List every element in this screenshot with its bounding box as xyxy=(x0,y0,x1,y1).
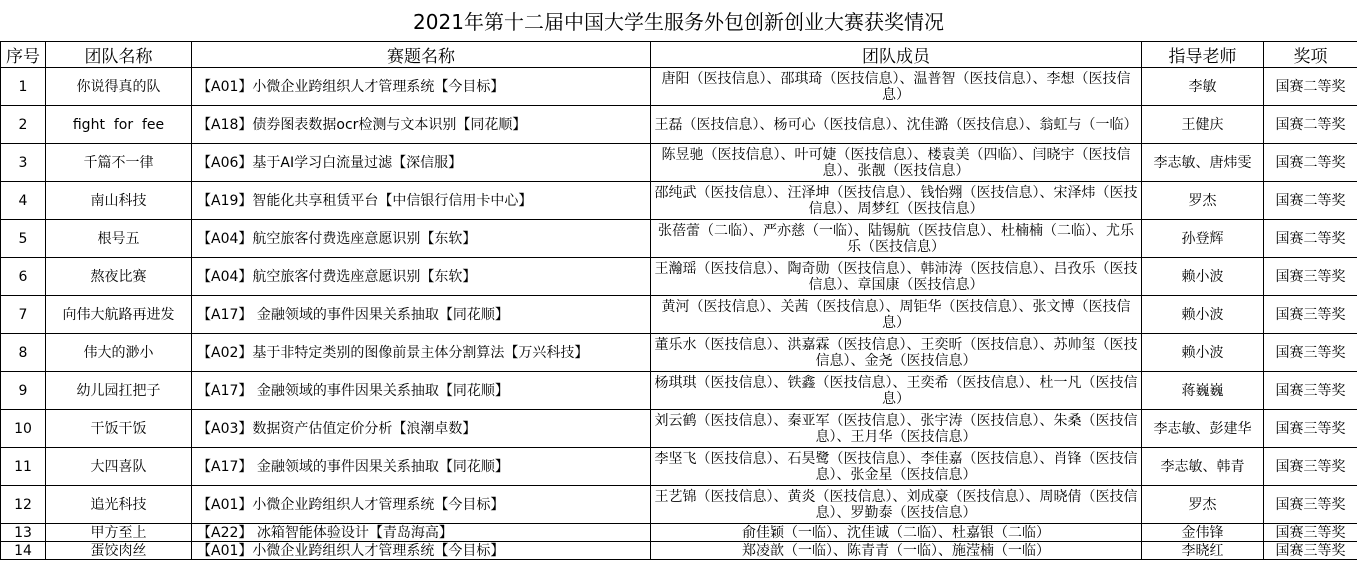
cell-award[interactable]: 国赛二等奖 xyxy=(1264,106,1357,144)
cell-team[interactable]: 根号五 xyxy=(46,220,192,258)
table-row xyxy=(1,542,1357,560)
cell-teacher[interactable]: 赖小波 xyxy=(1142,334,1264,372)
header-topic[interactable]: 赛题名称 xyxy=(192,42,651,68)
cell-award[interactable]: 国赛二等奖 xyxy=(1264,182,1357,220)
cell-team[interactable]: 干饭干饭 xyxy=(46,410,192,448)
cell-team[interactable]: 伟大的渺小 xyxy=(46,334,192,372)
cell-members[interactable]: 董乐水（医技信息）、洪嘉霖（医技信息）、王奕昕（医技信息）、苏帅玺（医技信息）、金尧（医技信息） xyxy=(651,334,1142,372)
cell-no[interactable]: 7 xyxy=(1,296,46,334)
cell-topic[interactable]: 【A01】小微企业跨组织人才管理系统【今目标】 xyxy=(192,542,651,560)
cell-members[interactable]: 唐阳（医技信息）、邵琪琦（医技信息）、温普智（医技信息）、李想（医技信息） xyxy=(651,68,1142,106)
cell-team[interactable]: 你说得真的队 xyxy=(46,68,192,106)
header-award[interactable]: 奖项 xyxy=(1264,42,1357,68)
cell-members[interactable]: 王艺锦（医技信息）、黄炎（医技信息）、刘成豪（医技信息）、周晓倩（医技信息）、罗勤泰（医技信息） xyxy=(651,486,1142,524)
cell-members[interactable]: 俞佳颖（一临）、沈佳诚（二临）、杜嘉银（二临） xyxy=(651,524,1142,542)
table-row xyxy=(1,182,1357,220)
cell-no[interactable]: 11 xyxy=(1,448,46,486)
cell-members[interactable]: 郑凌歆（一临）、陈青青（一临）、施滢楠（一临） xyxy=(651,542,1142,560)
cell-team[interactable]: 蛋饺肉丝 xyxy=(46,542,192,560)
cell-no[interactable]: 2 xyxy=(1,106,46,144)
table-row xyxy=(1,106,1357,144)
cell-award[interactable]: 国赛三等奖 xyxy=(1264,486,1357,524)
cell-no[interactable]: 12 xyxy=(1,486,46,524)
cell-award[interactable]: 国赛二等奖 xyxy=(1264,68,1357,106)
cell-award[interactable]: 国赛三等奖 xyxy=(1264,524,1357,542)
cell-no[interactable]: 8 xyxy=(1,334,46,372)
table-row xyxy=(1,220,1357,258)
cell-teacher[interactable]: 罗杰 xyxy=(1142,486,1264,524)
cell-no[interactable]: 5 xyxy=(1,220,46,258)
cell-topic[interactable]: 【A02】基于非特定类别的图像前景主体分割算法【万兴科技】 xyxy=(192,334,651,372)
cell-topic[interactable]: 【A01】小微企业跨组织人才管理系统【今目标】 xyxy=(192,486,651,524)
cell-teacher[interactable]: 王健庆 xyxy=(1142,106,1264,144)
cell-members[interactable]: 王磊（医技信息）、杨可心（医技信息）、沈佳潞（医技信息）、翁虹与（一临） xyxy=(651,106,1142,144)
cell-members[interactable]: 王瀚瑶（医技信息）、陶奇勋（医技信息）、韩沛涛（医技信息）、吕孜乐（医技信息）、章国康（医技信息） xyxy=(651,258,1142,296)
cell-members[interactable]: 邵纯武（医技信息）、汪泽坤（医技信息）、钱怡翙（医技信息）、宋泽炜（医技信息）、周梦红（医技信息） xyxy=(651,182,1142,220)
cell-no[interactable]: 14 xyxy=(1,542,46,560)
cell-teacher[interactable]: 孙登辉 xyxy=(1142,220,1264,258)
cell-team[interactable]: fight for fee xyxy=(46,106,192,144)
cell-teacher[interactable]: 金伟锋 xyxy=(1142,524,1264,542)
cell-team[interactable]: 向伟大航路再进发 xyxy=(46,296,192,334)
cell-team[interactable]: 南山科技 xyxy=(46,182,192,220)
cell-teacher[interactable]: 蒋巍巍 xyxy=(1142,372,1264,410)
cell-award[interactable]: 国赛二等奖 xyxy=(1264,144,1357,182)
cell-team[interactable]: 追光科技 xyxy=(46,486,192,524)
cell-award[interactable]: 国赛三等奖 xyxy=(1264,410,1357,448)
cell-award[interactable]: 国赛三等奖 xyxy=(1264,372,1357,410)
table-row xyxy=(1,68,1357,106)
awards-table xyxy=(0,41,1357,560)
table-row xyxy=(1,144,1357,182)
cell-topic[interactable]: 【A19】智能化共享租赁平台【中信银行信用卡中心】 xyxy=(192,182,651,220)
cell-teacher[interactable]: 罗杰 xyxy=(1142,182,1264,220)
cell-teacher[interactable]: 李志敏、彭建华 xyxy=(1142,410,1264,448)
cell-team[interactable]: 大四喜队 xyxy=(46,448,192,486)
cell-teacher[interactable]: 李晓红 xyxy=(1142,542,1264,560)
page-title: 2021年第十二届中国大学生服务外包创新创业大赛获奖情况 xyxy=(413,10,944,34)
table-row xyxy=(1,372,1357,410)
cell-topic[interactable]: 【A17】 金融领域的事件因果关系抽取【同花顺】 xyxy=(192,372,651,410)
cell-award[interactable]: 国赛二等奖 xyxy=(1264,220,1357,258)
cell-topic[interactable]: 【A17】 金融领域的事件因果关系抽取【同花顺】 xyxy=(192,296,651,334)
cell-no[interactable]: 3 xyxy=(1,144,46,182)
cell-teacher[interactable]: 赖小波 xyxy=(1142,258,1264,296)
table-row xyxy=(1,486,1357,524)
cell-topic[interactable]: 【A22】 冰箱智能体验设计【青岛海高】 xyxy=(192,524,651,542)
cell-no[interactable]: 10 xyxy=(1,410,46,448)
header-members[interactable]: 团队成员 xyxy=(651,42,1142,68)
cell-no[interactable]: 6 xyxy=(1,258,46,296)
cell-teacher[interactable]: 赖小波 xyxy=(1142,296,1264,334)
cell-topic[interactable]: 【A04】航空旅客付费选座意愿识别【东软】 xyxy=(192,220,651,258)
cell-members[interactable]: 刘云鹤（医技信息）、秦亚军（医技信息）、张宇涛（医技信息）、朱桑（医技信息）、王月华（医技信息） xyxy=(651,410,1142,448)
cell-members[interactable]: 黄河（医技信息）、关茜（医技信息）、周钜华（医技信息）、张文博（医技信息） xyxy=(651,296,1142,334)
table-row xyxy=(1,296,1357,334)
cell-no[interactable]: 1 xyxy=(1,68,46,106)
cell-members[interactable]: 李坚飞（医技信息）、石昊鹭（医技信息）、李佳嘉（医技信息）、肖锋（医技信息）、张金星（医技信息） xyxy=(651,448,1142,486)
cell-topic[interactable]: 【A18】债券图表数据ocr检测与文本识别【同花顺】 xyxy=(192,106,651,144)
cell-award[interactable]: 国赛三等奖 xyxy=(1264,258,1357,296)
cell-members[interactable]: 陈昱驰（医技信息）、叶可婕（医技信息）、楼袁美（四临）、闫晓宇（医技信息）、张靓（医技信息） xyxy=(651,144,1142,182)
cell-members[interactable]: 杨琪琪（医技信息）、铁鑫（医技信息）、王奕希（医技信息）、杜一凡（医技信息） xyxy=(651,372,1142,410)
cell-award[interactable]: 国赛三等奖 xyxy=(1264,448,1357,486)
table-row xyxy=(1,448,1357,486)
cell-award[interactable]: 国赛三等奖 xyxy=(1264,296,1357,334)
table-row xyxy=(1,334,1357,372)
cell-no[interactable]: 13 xyxy=(1,524,46,542)
cell-topic[interactable]: 【A03】数据资产估值定价分析【浪潮卓数】 xyxy=(192,410,651,448)
cell-topic[interactable]: 【A04】航空旅客付费选座意愿识别【东软】 xyxy=(192,258,651,296)
header-no[interactable]: 序号 xyxy=(1,42,46,68)
header-team[interactable]: 团队名称 xyxy=(46,42,192,68)
cell-topic[interactable]: 【A06】基于AI学习白流量过滤【深信服】 xyxy=(192,144,651,182)
cell-team[interactable]: 甲方至上 xyxy=(46,524,192,542)
cell-members[interactable]: 张蓓蕾（二临）、严亦慈（一临）、陆锡航（医技信息）、杜楠楠（二临）、尤乐乐（医技信息） xyxy=(651,220,1142,258)
header-row xyxy=(1,42,1357,68)
cell-team[interactable]: 幼儿园扛把子 xyxy=(46,372,192,410)
cell-no[interactable]: 4 xyxy=(1,182,46,220)
cell-topic[interactable]: 【A17】 金融领域的事件因果关系抽取【同花顺】 xyxy=(192,448,651,486)
table-row xyxy=(1,258,1357,296)
cell-team[interactable]: 熬夜比赛 xyxy=(46,258,192,296)
table-row xyxy=(1,524,1357,542)
header-teacher[interactable]: 指导老师 xyxy=(1142,42,1264,68)
cell-teacher[interactable]: 李敏 xyxy=(1142,68,1264,106)
cell-team[interactable]: 千篇不一律 xyxy=(46,144,192,182)
table-row xyxy=(1,410,1357,448)
cell-topic[interactable]: 【A01】小微企业跨组织人才管理系统【今目标】 xyxy=(192,68,651,106)
cell-award[interactable]: 国赛三等奖 xyxy=(1264,542,1357,560)
cell-teacher[interactable]: 李志敏、唐炜雯 xyxy=(1142,144,1264,182)
cell-teacher[interactable]: 李志敏、韩青 xyxy=(1142,448,1264,486)
cell-award[interactable]: 国赛三等奖 xyxy=(1264,334,1357,372)
cell-no[interactable]: 9 xyxy=(1,372,46,410)
